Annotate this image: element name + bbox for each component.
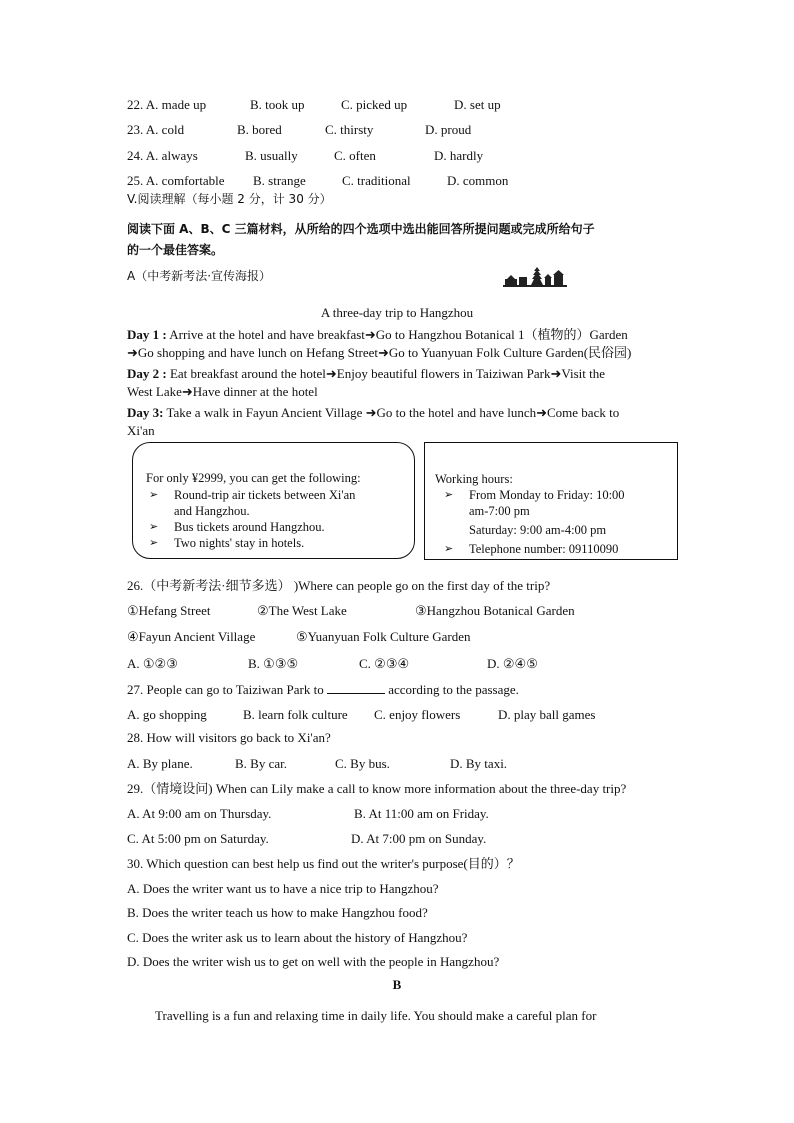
q24-a: 24. A. always (127, 148, 198, 163)
instructions-line-1: 阅读下面 A、B、C 三篇材料，从所给的四个选项中选出能回答所提问题或完成所给句子 (127, 222, 595, 236)
question-29: 29.（情境设问) When can Lily make a call to know more information about the three-day trip? (127, 781, 627, 796)
q29-option-b: B. At 11:00 am on Friday. (354, 806, 489, 821)
question-26: 26.（中考新考法·细节多选） )Where can people go on the first day of the trip? (127, 578, 551, 593)
q26-place-2: ②The West Lake (257, 603, 347, 618)
question-27: 27. People can go to Taiziwan Park to according to the passage. (127, 682, 519, 697)
q25-c: C. traditional (342, 173, 411, 188)
q28-option-a: A. By plane. (127, 756, 193, 771)
poster-title: A three-day trip to Hangzhou (320, 305, 474, 320)
q22-d: D. set up (454, 97, 501, 112)
bullet-icon: ➢ (444, 543, 454, 555)
q26-option-c: C. ②③④ (359, 656, 410, 671)
part-b-paragraph: Travelling is a fun and relaxing time in daily life. You should make a careful plan for (155, 1008, 597, 1023)
q25-a: 25. A. comfortable (127, 173, 225, 188)
instructions-line-2: 的一个最佳答案。 (127, 243, 224, 257)
q22-a: 22. A. made up (127, 97, 207, 112)
q25-b: B. strange (253, 173, 306, 188)
q26-place-5: ⑤Yuanyuan Folk Culture Garden (296, 629, 471, 644)
q24-b: B. usually (245, 148, 298, 163)
q26-option-b: B. ①③⑤ (248, 656, 299, 671)
q27-option-b: B. learn folk culture (243, 707, 348, 722)
day1-label: Day 1 : (127, 327, 167, 342)
price-item-2: Bus tickets around Hangzhou. (174, 520, 325, 534)
day3-line-2: Xi'an (127, 423, 155, 438)
day3-line-1: Day 3: Take a walk in Fayun Ancient Village ➜Go to the hotel and have lunch➜Come back to (127, 405, 620, 420)
day3-label: Day 3: (127, 405, 164, 420)
q29-option-a: A. At 9:00 am on Thursday. (127, 806, 272, 821)
answer-blank (327, 681, 385, 694)
q27-option-a: A. go shopping (127, 707, 207, 722)
q26-option-a: A. ①②③ (127, 656, 178, 671)
q23-d: D. proud (425, 122, 472, 137)
day2-line-1: Day 2 : Eat breakfast around the hotel➜Enjoy beautiful flowers in Taiziwan Park➜Visit the (127, 366, 605, 381)
bullet-icon: ➢ (149, 521, 159, 533)
q26-place-1: ①Hefang Street (127, 603, 211, 618)
telephone-number: Telephone number: 09110090 (469, 542, 619, 556)
part-b-label: B (392, 977, 402, 992)
question-30: 30. Which question can best help us find out the writer's purpose(目的）？ (127, 856, 520, 871)
bullet-icon: ➢ (444, 489, 454, 501)
q26-option-d: D. ②④⑤ (487, 656, 538, 671)
q24-c: C. often (334, 148, 376, 163)
q30-option-d: D. Does the writer wish us to get on well with the people in Hangzhou? (127, 954, 500, 969)
q30-option-a: A. Does the writer want us to have a nice trip to Hangzhou? (127, 881, 439, 896)
q23-a: 23. A. cold (127, 122, 185, 137)
q25-d: D. common (447, 173, 509, 188)
section-heading: V.阅读理解（每小题 2 分，计 30 分） (127, 192, 332, 206)
q29-option-c: C. At 5:00 pm on Saturday. (127, 831, 269, 846)
bullet-icon: ➢ (149, 537, 159, 549)
price-item-1-line-2: and Hangzhou. (174, 504, 250, 518)
hours-weekday-line-2: am-7:00 pm (469, 504, 530, 518)
q26-place-3: ③Hangzhou Botanical Garden (415, 603, 575, 618)
day1-line-2: ➜Go shopping and have lunch on Hefang Street➜Go to Yuanyuan Folk Culture Garden(民俗园) (127, 345, 632, 360)
q27-option-c: C. enjoy flowers (374, 707, 461, 722)
q30-option-c: C. Does the writer ask us to learn about the history of Hangzhou? (127, 930, 468, 945)
q28-option-c: C. By bus. (335, 756, 390, 771)
q28-option-b: B. By car. (235, 756, 287, 771)
q29-option-d: D. At 7:00 pm on Sunday. (351, 831, 487, 846)
hours-saturday: Saturday: 9:00 am-4:00 pm (469, 523, 607, 537)
q22-b: B. took up (250, 97, 305, 112)
q23-c: C. thirsty (325, 122, 374, 137)
price-item-3: Two nights' stay in hotels. (174, 536, 305, 550)
q22-c: C. picked up (341, 97, 408, 112)
q24-d: D. hardly (434, 148, 484, 163)
q28-option-d: D. By taxi. (450, 756, 508, 771)
day1-line-1: Day 1 : Arrive at the hotel and have breakfast➜Go to Hangzhou Botanical 1（植物的）Garden (127, 327, 628, 342)
q23-b: B. bored (237, 122, 282, 137)
bullet-icon: ➢ (149, 489, 159, 501)
price-intro: For only ¥2999, you can get the following: (146, 471, 361, 485)
price-item-1-line-1: Round-trip air tickets between Xi'an (174, 488, 356, 502)
q27-option-d: D. play ball games (498, 707, 596, 722)
city-skyline-image (503, 265, 567, 289)
q26-place-4: ④Fayun Ancient Village (127, 629, 256, 644)
day2-label: Day 2 : (127, 366, 167, 381)
day2-line-2: West Lake➜Have dinner at the hotel (127, 384, 318, 399)
hours-weekday-line-1: From Monday to Friday: 10:00 (469, 488, 625, 502)
working-hours-title: Working hours: (435, 472, 513, 486)
part-a-label: A（中考新考法·宣传海报） (127, 269, 272, 283)
q30-option-b: B. Does the writer teach us how to make Hangzhou food? (127, 905, 428, 920)
question-28: 28. How will visitors go back to Xi'an? (127, 730, 331, 745)
